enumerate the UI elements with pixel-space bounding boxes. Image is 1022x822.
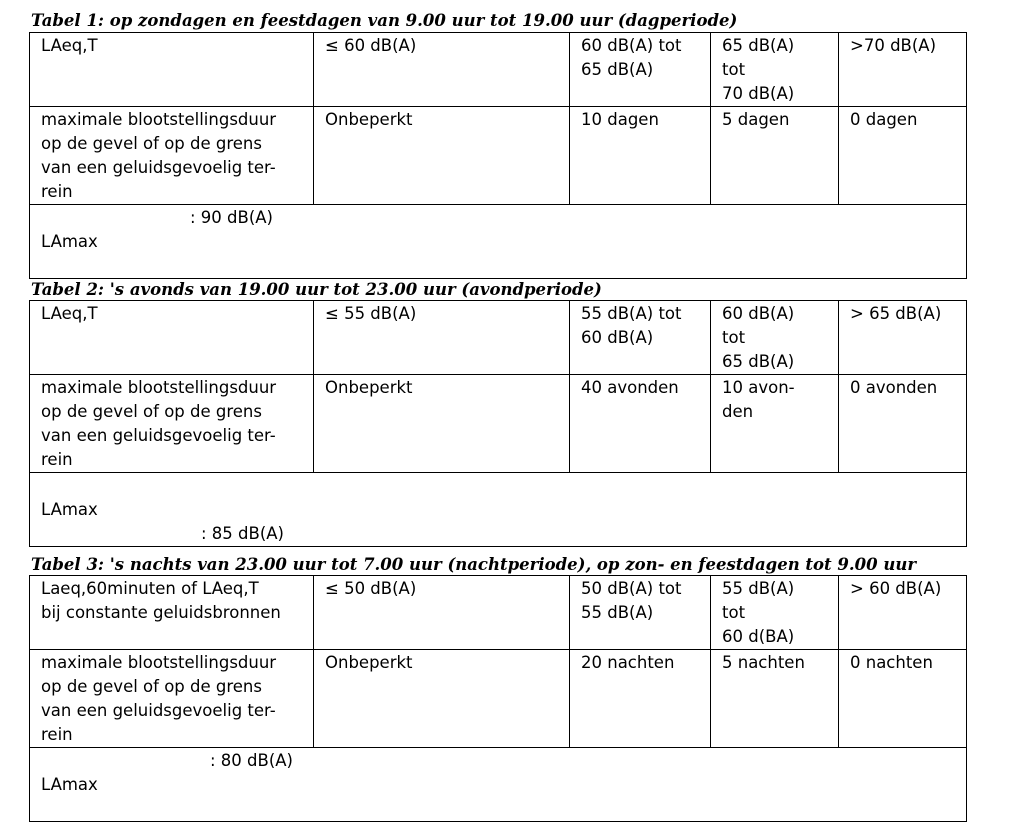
table-2-duration-2-cell: 40 avonden bbox=[570, 375, 711, 473]
table-1-lamax-value: : 90 dB(A) bbox=[190, 208, 273, 227]
table-1-caption: Tabel 1: op zondagen en feestdagen van 9.00 uur tot 19.00 uur (dagperiode) bbox=[31, 11, 738, 30]
table-2-level-3-cell: 60 dB(A) tot 65 dB(A) bbox=[711, 301, 839, 375]
table-3-duration-1-cell: Onbeperkt bbox=[314, 650, 570, 748]
table-3-lamax-cell bbox=[30, 748, 967, 822]
table-2-metric-cell: LAeq,T bbox=[30, 301, 314, 375]
table-3-metric-cell: Laeq,60minuten of LAeq,T bij constante geluidsbronnen bbox=[30, 576, 314, 650]
table-3-level-3-cell: 55 dB(A) tot 60 d(BA) bbox=[711, 576, 839, 650]
table-3-duration-4-cell: 0 nachten bbox=[839, 650, 967, 748]
table-2-lamax-value: : 85 dB(A) bbox=[201, 524, 284, 543]
table-2 bbox=[29, 300, 967, 547]
table-1-level-4-cell: >70 dB(A) bbox=[839, 33, 967, 107]
table-3-level-2-cell: 50 dB(A) tot 55 dB(A) bbox=[570, 576, 711, 650]
table-2-lamax-label: LAmax bbox=[41, 500, 98, 519]
table-2-caption: Tabel 2: 's avonds van 19.00 uur tot 23.00 uur (avondperiode) bbox=[31, 280, 602, 299]
table-1-metric-cell: LAeq,T bbox=[30, 33, 314, 107]
table-2-level-4-cell: > 65 dB(A) bbox=[839, 301, 967, 375]
table-1-level-2-cell: 60 dB(A) tot 65 dB(A) bbox=[570, 33, 711, 107]
table-1-lamax-label: LAmax bbox=[41, 232, 98, 251]
table-3-level-4-cell: > 60 dB(A) bbox=[839, 576, 967, 650]
table-2-header-row bbox=[30, 301, 967, 375]
table-3-duration-3-cell: 5 nachten bbox=[711, 650, 839, 748]
table-2-duration-3-cell: 10 avon- den bbox=[711, 375, 839, 473]
table-1-header-row bbox=[30, 33, 967, 107]
table-1-duration-2-cell: 10 dagen bbox=[570, 107, 711, 205]
table-1-duration-4-cell: 0 dagen bbox=[839, 107, 967, 205]
table-3-header-row bbox=[30, 576, 967, 650]
table-2-lamax-cell bbox=[30, 473, 967, 547]
table-1-lamax-row bbox=[30, 205, 967, 279]
table-3-level-1-cell: ≤ 50 dB(A) bbox=[314, 576, 570, 650]
table-3-duration-row bbox=[30, 650, 967, 748]
table-1-duration-1-cell: Onbeperkt bbox=[314, 107, 570, 205]
table-1-level-1-cell: ≤ 60 dB(A) bbox=[314, 33, 570, 107]
table-3-lamax-row bbox=[30, 748, 967, 822]
table-1-level-3-cell: 65 dB(A) tot 70 dB(A) bbox=[711, 33, 839, 107]
table-3-caption: Tabel 3: 's nachts van 23.00 uur tot 7.00 uur (nachtperiode), op zon- en feestdagen tot 9.00 uur bbox=[31, 555, 917, 574]
table-2-level-1-cell: ≤ 55 dB(A) bbox=[314, 301, 570, 375]
table-1-lamax-cell bbox=[30, 205, 967, 279]
table-3 bbox=[29, 575, 967, 822]
table-2-duration-4-cell: 0 avonden bbox=[839, 375, 967, 473]
table-2-duration-label-cell: maximale blootstellingsduur op de gevel of op de grens van een geluidsgevoelig ter- rein bbox=[30, 375, 314, 473]
table-3-lamax-value: : 80 dB(A) bbox=[210, 751, 293, 770]
table-2-duration-row bbox=[30, 375, 967, 473]
table-1-duration-3-cell: 5 dagen bbox=[711, 107, 839, 205]
table-1-duration-label-cell: maximale blootstellingsduur op de gevel of op de grens van een geluidsgevoelig ter- rein bbox=[30, 107, 314, 205]
table-2-lamax-row bbox=[30, 473, 967, 547]
table-3-duration-2-cell: 20 nachten bbox=[570, 650, 711, 748]
table-1-duration-row bbox=[30, 107, 967, 205]
table-3-lamax-label: LAmax bbox=[41, 775, 98, 794]
table-3-duration-label-cell: maximale blootstellingsduur op de gevel of op de grens van een geluidsgevoelig ter- rein bbox=[30, 650, 314, 748]
table-1 bbox=[29, 32, 967, 279]
table-2-level-2-cell: 55 dB(A) tot 60 dB(A) bbox=[570, 301, 711, 375]
table-2-duration-1-cell: Onbeperkt bbox=[314, 375, 570, 473]
